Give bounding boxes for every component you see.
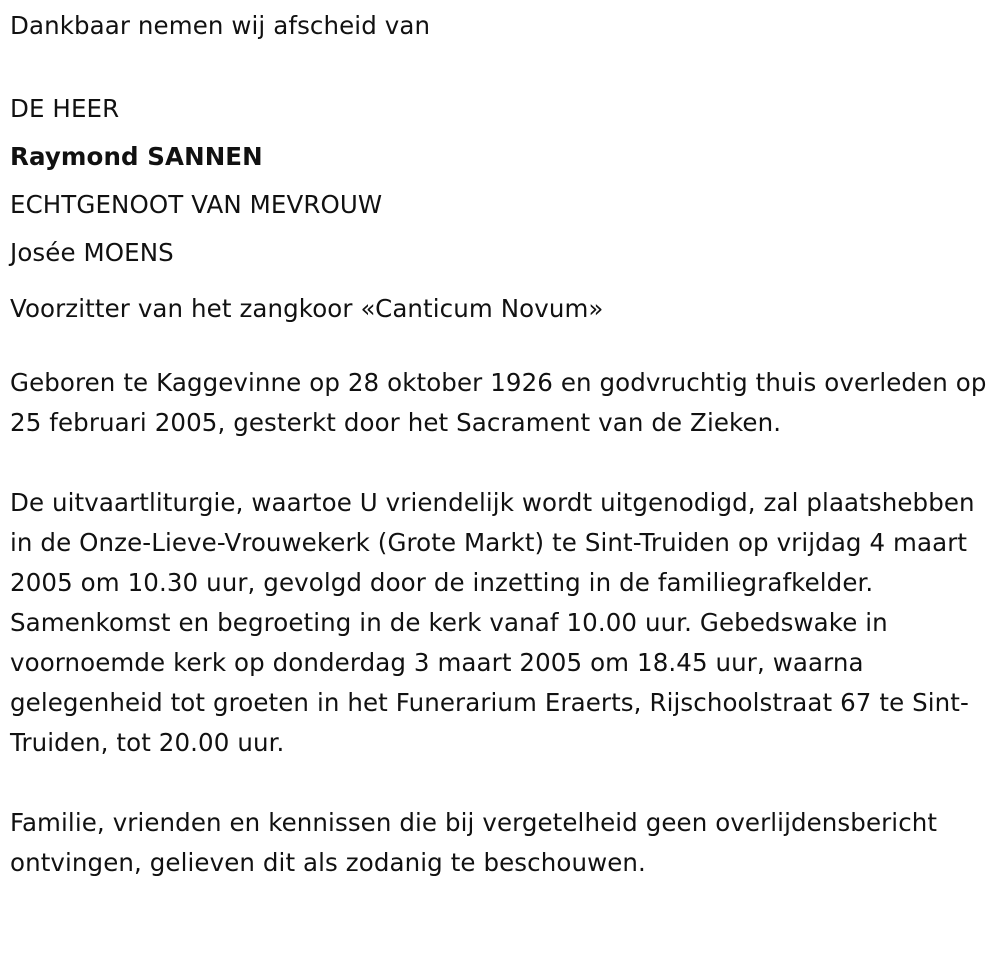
intro-text: Dankbaar nemen wij afscheid van (10, 11, 431, 40)
spouse-name: Josée MOENS (10, 238, 174, 267)
obituary-notice (10, 0, 995, 883)
birth-death-paragraph: Geboren te Kaggevinne op 28 oktober 1926 en godvruchtig thuis overleden op 25 februari 2005, gesterkt door het Sacrament van de Zieken. (10, 368, 987, 437)
name-block (10, 85, 995, 277)
closing-paragraph: Familie, vrienden en kennissen die bij vergetelheid geen overlijdensbericht ontvingen, gelieven dit als zodanig te beschouwen. (10, 808, 938, 877)
funeral-paragraph: De uitvaartliturgie, waartoe U vriendelijk wordt uitgenodigd, zal plaatshebben in de Onze-Lieve-Vrouwekerk (Grote Markt) te Sint-Truiden op vrijdag 4 maart 2005 om 10.30 uur, gevolgd door de inzetting in de familiegrafkelder. Samenkomst en begroeting in de kerk vanaf 10.00 uur. Gebedswake in voornoemde kerk op donderdag 3 maart 2005 om 18.45 uur, waarna gelegenheid tot groeten in het Funerarium Eraerts, Rijschoolstraat 67 te Sint-Truiden, tot 20.00 uur. (10, 488, 975, 757)
deceased-name: Raymond SANNEN (10, 142, 263, 171)
title-line: DE HEER (10, 94, 120, 123)
role-text: Voorzitter van het zangkoor «Canticum Novum» (10, 294, 604, 323)
relation-line: ECHTGENOOT VAN MEVROUW (10, 190, 383, 219)
